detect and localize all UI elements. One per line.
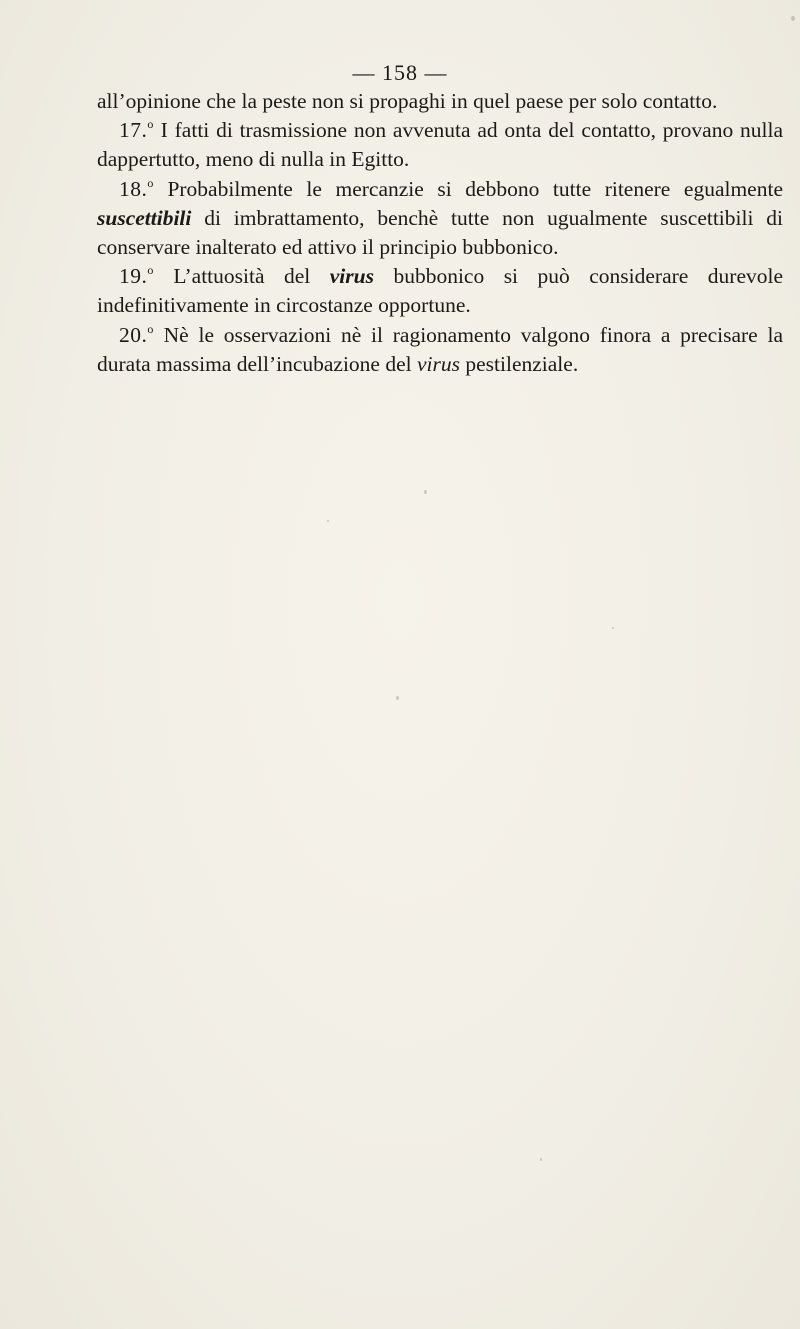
paper-speck — [791, 16, 795, 21]
paragraph-number-value: 19. — [119, 264, 148, 289]
ordinal-indicator: o — [147, 321, 154, 336]
paragraph-20 — [97, 321, 783, 379]
ordinal-indicator: o — [147, 175, 154, 190]
page-number: — 158 — — [352, 60, 448, 85]
paragraph-number-value: 20. — [119, 322, 148, 347]
paragraph-continuation — [97, 87, 783, 116]
body-text — [97, 87, 783, 379]
emphasized-term: suscettibili — [97, 205, 192, 230]
paragraph-text: all’opinione che la peste non si propaghi in quel paese per solo contatto. — [97, 89, 718, 113]
paper-speck — [327, 520, 329, 522]
paper-speck — [424, 490, 427, 494]
paragraph-number-value: 18. — [119, 176, 148, 201]
paragraph-text: di imbrattamento, benchè tutte non ugualmente suscettibili di conservare inalterato ed attivo il principio bubbonico. — [97, 205, 783, 260]
emphasized-term: virus — [329, 264, 374, 289]
paragraph-text: I fatti di trasmissione non avvenuta ad onta del contatto, provano nulla dappertutto, meno di nulla in Egitto. — [97, 118, 783, 172]
ordinal-indicator: o — [147, 117, 154, 132]
paragraph-number — [119, 118, 154, 142]
paragraph-text: bubbonico si può considerare durevole indefinitivamente in circostanze opportune. — [97, 264, 784, 318]
paper-speck — [396, 696, 399, 700]
paragraph-number — [119, 177, 154, 201]
paragraph-number — [119, 323, 154, 347]
paragraph-number-value: 17. — [119, 118, 148, 143]
paragraph-number — [119, 264, 154, 288]
paragraph-17 — [97, 116, 783, 174]
paragraph-19 — [97, 262, 783, 320]
paper-speck — [612, 627, 614, 629]
paragraph-text: L’attuosità del — [153, 264, 330, 289]
paper-speck — [540, 1158, 542, 1161]
paragraph-text: Nè le osservazioni nè il ragionamento valgono finora a precisare la durata massima dell’incubazione del — [97, 322, 783, 376]
paragraph-text: Probabilmente le mercanzie si debbono tutte ritenere egualmente — [153, 176, 783, 201]
paragraph-text: pestilenziale. — [460, 351, 579, 376]
paragraph-18 — [97, 175, 783, 263]
ordinal-indicator: o — [147, 263, 154, 278]
emphasized-term: virus — [417, 351, 460, 376]
